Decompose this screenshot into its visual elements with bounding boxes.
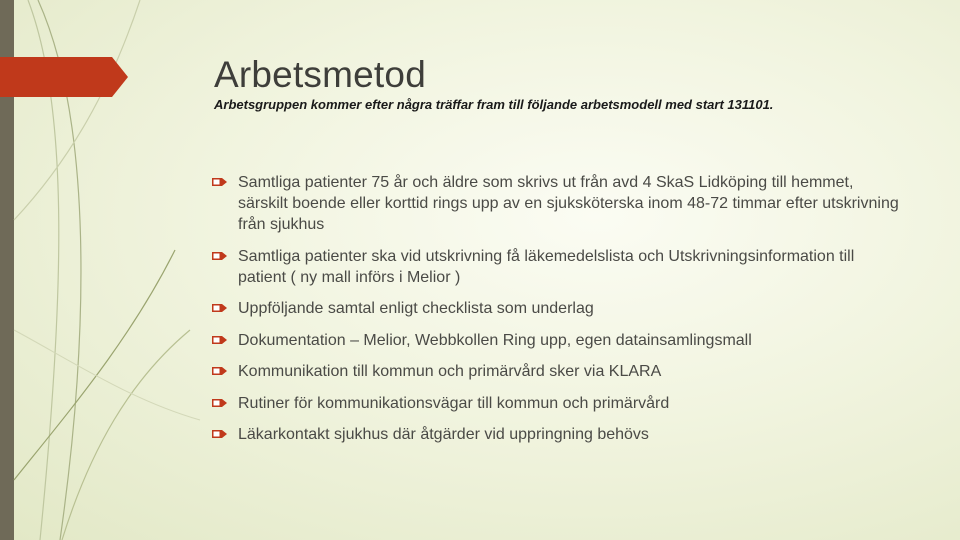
bullet-list [212,172,902,456]
slide-subtitle: Arbetsgruppen kommer efter några träffar fram till följande arbetsmodell med start 131101. [214,97,774,112]
bullet-text: Kommunikation till kommun och primärvård sker via KLARA [238,363,662,380]
bullet-text: Uppföljande samtal enligt checklista som underlag [238,300,594,317]
title-accent-arrow [0,57,130,97]
pencil-icon [212,429,227,439]
pencil-icon [212,303,227,313]
pencil-icon [212,251,227,261]
pencil-icon [212,177,227,187]
bullet-item [212,246,902,288]
slide-title: Arbetsmetod [214,54,426,95]
pencil-icon [212,398,227,408]
bullet-item [212,330,902,351]
bullet-item [212,172,902,235]
bullet-text: Läkarkontakt sjukhus där åtgärder vid uppringning behövs [238,426,649,443]
bullet-text: Samtliga patienter ska vid utskrivning få läkemedelslista och Utskrivningsinformation till patient ( ny mall införs i Melior ) [238,247,855,286]
bullet-item [212,393,902,414]
pencil-icon [212,366,227,376]
bullet-text: Dokumentation – Melior, Webbkollen Ring upp, egen datainsamlingsmall [238,331,752,349]
bullet-text: Rutiner för kommunikationsvägar till kommun och primärvård [238,394,670,412]
bullet-item [212,424,902,445]
bullet-text: Samtliga patienter 75 år och äldre som skrivs ut från avd 4 SkaS Lidköping till hemmet, särskilt boende eller korttid rings upp av en sjuksköterska inom 48-72 timmar efter utskrivning från sjukhus [238,174,899,233]
bullet-item [212,361,902,382]
pencil-icon [212,335,227,345]
bullet-item [212,298,902,319]
